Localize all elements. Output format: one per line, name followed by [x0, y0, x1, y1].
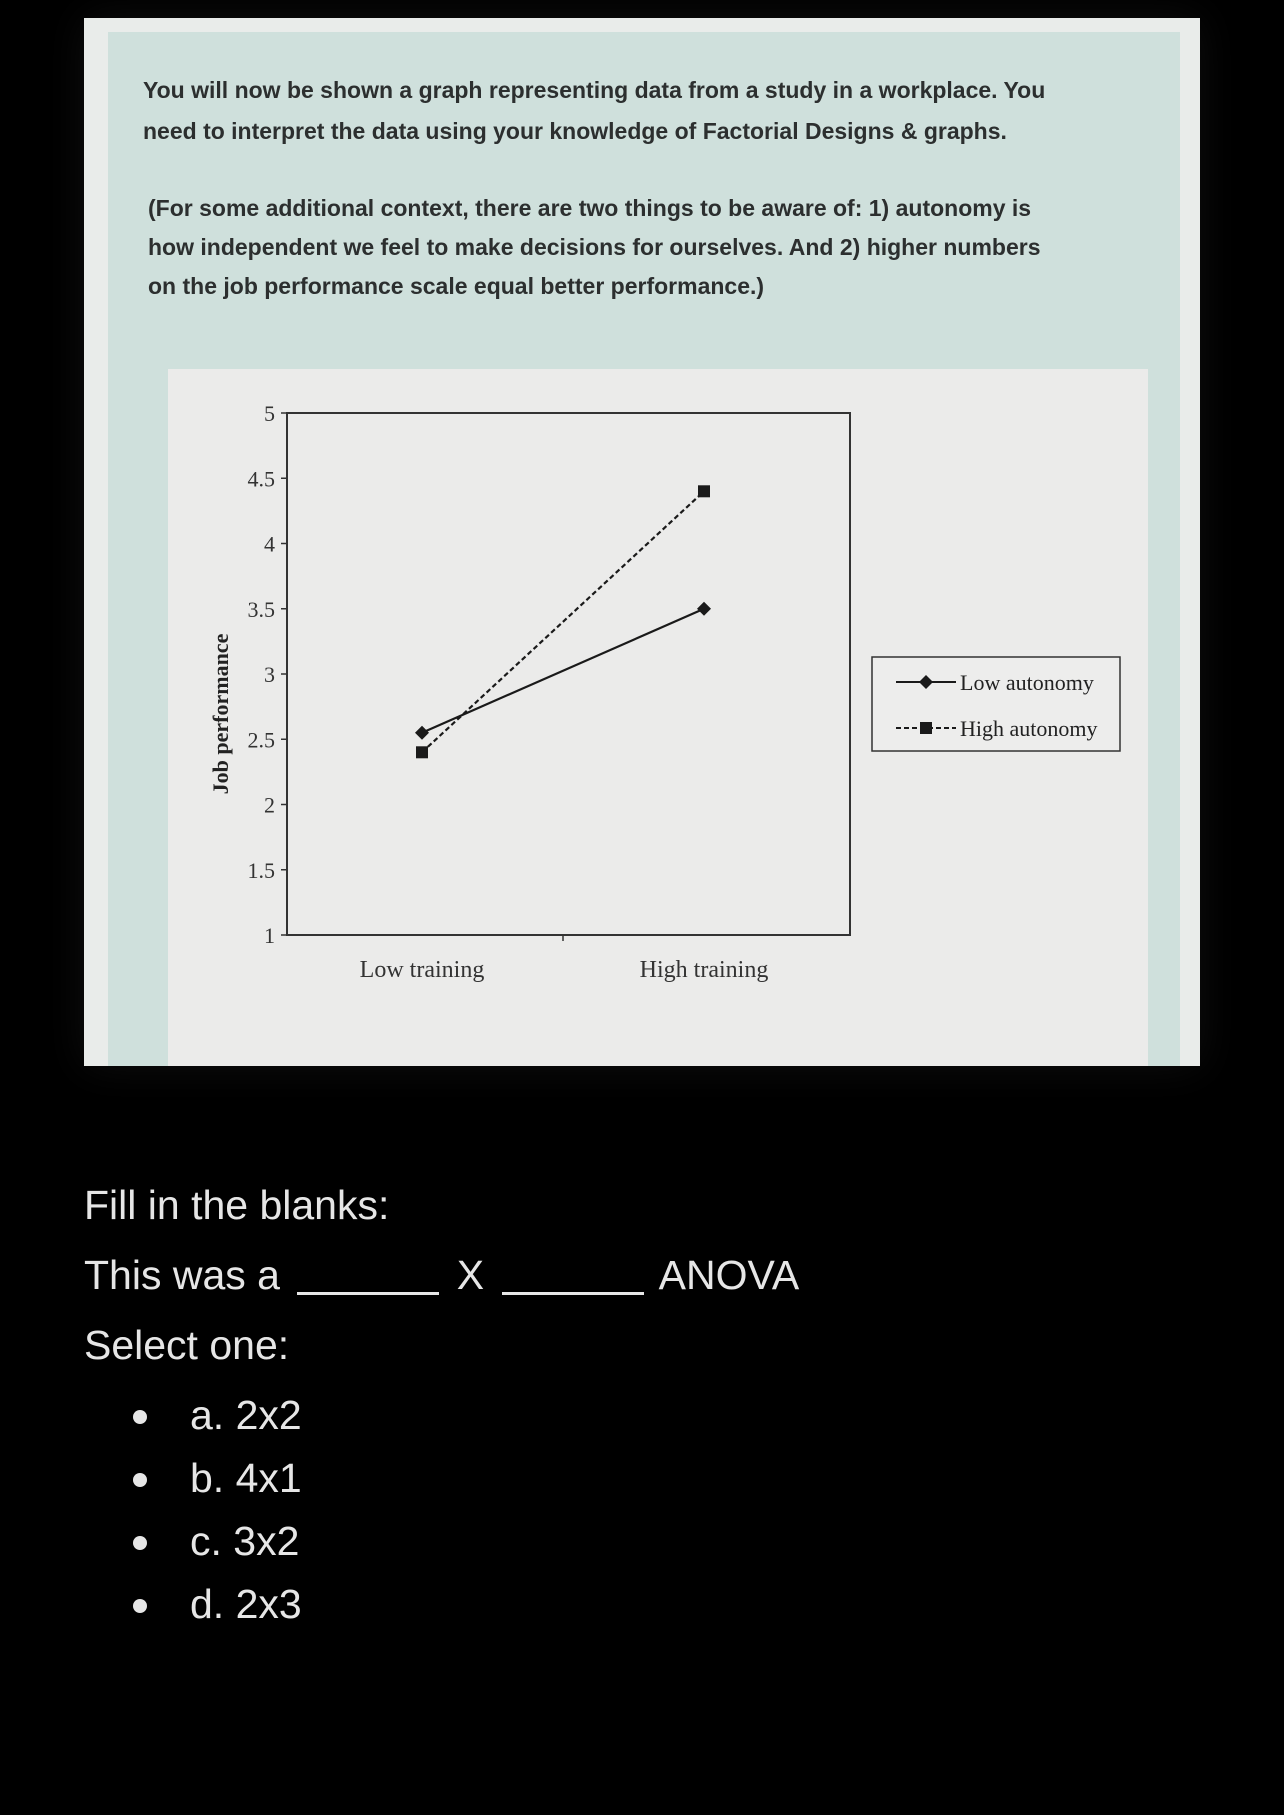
y-tick-label: 3 — [264, 662, 275, 687]
option-label: c. 3x2 — [190, 1518, 300, 1564]
bullet-icon — [133, 1410, 147, 1424]
y-tick-label: 2.5 — [247, 727, 275, 753]
option-d[interactable] — [84, 1573, 1084, 1636]
diamond-marker — [697, 602, 711, 616]
context-text — [148, 189, 1148, 306]
y-tick-label: 1.5 — [247, 857, 275, 883]
y-axis-label: Job performance — [208, 633, 233, 795]
square-marker — [920, 722, 932, 734]
option-label: a. 2x2 — [190, 1392, 302, 1438]
square-marker — [698, 485, 710, 497]
plot-area — [287, 413, 850, 935]
x-tick-label: Low training — [359, 957, 485, 983]
context-line-2: how independent we feel to make decisions for ourselves. And 2) higher numbers — [148, 234, 1041, 260]
blank-2 — [502, 1254, 644, 1295]
intro-line-1: You will now be shown a graph representing data from a study in a workplace. You — [143, 77, 1046, 103]
question-image-panel — [108, 32, 1180, 1066]
intro-line-2: need to interpret the data using your knowledge of Factorial Designs & graphs. — [143, 118, 1007, 144]
bullet-icon — [133, 1599, 147, 1613]
option-c[interactable] — [84, 1510, 1084, 1573]
fill-in-label: Fill in the blanks: — [84, 1182, 390, 1228]
series-line-2 — [422, 491, 704, 752]
statement-suffix: ANOVA — [658, 1252, 800, 1298]
photo-frame — [84, 18, 1200, 1066]
option-b[interactable] — [84, 1447, 1084, 1510]
context-line-3: on the job performance scale equal better performance.) — [148, 273, 765, 299]
option-label: b. 4x1 — [190, 1455, 302, 1501]
bullet-icon — [133, 1473, 147, 1487]
question-area — [84, 1170, 1084, 1636]
y-tick-label: 4 — [264, 531, 275, 557]
legend-label: Low autonomy — [960, 670, 1094, 695]
diamond-marker — [415, 726, 429, 740]
line-chart — [168, 369, 1148, 1066]
context-line-1: (For some additional context, there are two things to be aware of: 1) autonomy is — [148, 195, 1032, 221]
y-tick-label: 2 — [264, 792, 275, 818]
statement-times: X — [456, 1252, 485, 1298]
chart-card — [168, 369, 1148, 1066]
y-tick-label: 4.5 — [247, 466, 275, 492]
bullet-icon — [133, 1536, 147, 1550]
anova-statement — [84, 1240, 1084, 1310]
select-one-label: Select one: — [84, 1322, 290, 1368]
legend-label: High autonomy — [960, 716, 1098, 741]
y-tick-label: 3.5 — [247, 596, 275, 622]
y-tick-label: 5 — [264, 401, 275, 426]
statement-prefix: This was a — [84, 1252, 280, 1298]
x-tick-label: High training — [639, 957, 769, 983]
square-marker — [416, 746, 428, 758]
y-tick-label: 1 — [264, 923, 275, 948]
intro-text — [143, 70, 1153, 152]
answer-options — [84, 1384, 1084, 1636]
blank-1 — [297, 1254, 439, 1295]
option-label: d. 2x3 — [190, 1581, 302, 1627]
option-a[interactable] — [84, 1384, 1084, 1447]
